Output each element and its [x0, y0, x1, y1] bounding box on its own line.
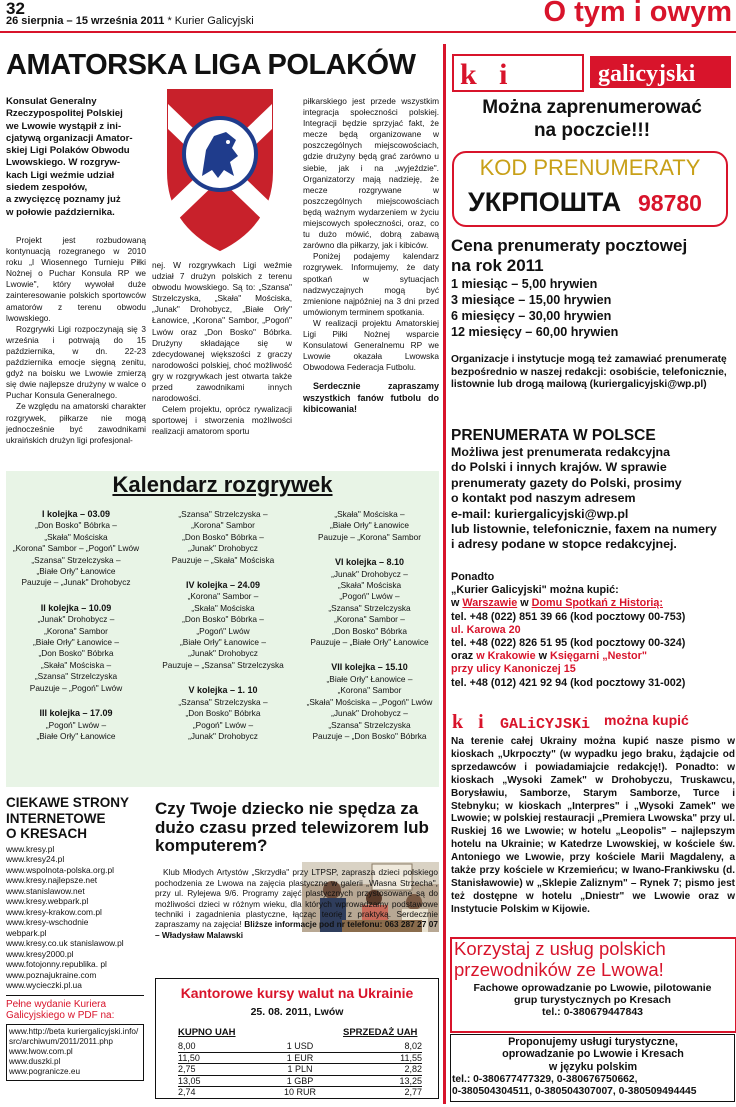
article-paragraph: Ze względu na amatorski charakter rozgrywek, piłkarze nie mogą jednocześnie być zawodnikami ukraińskich drużyn ligi profesjonal-	[6, 401, 146, 445]
where-to-buy-label: można kupić	[604, 712, 689, 728]
calendar-match: Pauzuje – „Białe Orły" Łanowice	[310, 637, 429, 648]
currency-date: 25. 08. 2011, Lwów	[250, 1006, 344, 1018]
buy-warsaw: w Warszawie w Domu Spotkań z Historią:	[451, 597, 663, 610]
calendar-match: „Skała" Mościska	[44, 531, 108, 542]
article-closing: Serdecznie zapraszamy wszystkich fanów futbolu do kibicowania!	[303, 381, 439, 415]
calendar-match: „Szansa" Strzelczyska	[34, 671, 118, 682]
section-title: O tym i owym	[543, 0, 732, 28]
children-contact: Bliższe informacje pod nr telefonu: 063 287 27 07 – Władysław Malawski	[155, 919, 438, 940]
calendar-match: „Korona" Sambor	[191, 520, 255, 531]
divider	[6, 995, 144, 996]
calendar-round-title: V kolejka – 1. 10	[188, 685, 258, 696]
calendar-match: „Don Bosko" Bóbrka –	[35, 520, 117, 531]
where-to-buy-poland	[451, 571, 735, 690]
article-paragraph: W realizacji projektu Amatorskiej Ligi Piłki Nożnej wsparcie Konsulatowi Generalnemu RP we Lwowie okazała Lwowska Obwodowa Federacja Futbolu.	[303, 317, 439, 373]
calendar-match: „Junak" Drohobycz	[188, 730, 258, 741]
calendar-match: „Skała" Mościska – „Pogoń" Lwów	[306, 696, 433, 707]
website-link: www.fotojonny.republika. pl	[6, 959, 107, 969]
children-article-title: Czy Twoje dziecko nie spędza za dużo czasu przed telewizorem lub komputerem?	[155, 799, 429, 855]
calendar-match: „Korona" Sambor	[337, 685, 402, 696]
calendar-match: „Szansa" Strzelczyska	[328, 719, 411, 730]
calendar-match: „Pogoń" Lwów –	[339, 591, 400, 602]
organization-note: Organizacje i instytucje mogą też zamawiać prenumeratę bezpośrednio w naszej redakcji: osobiście, telefonicznie, listownie lub drogą mailową (kuriergalicyjski@wp.pl)	[451, 354, 727, 390]
calendar-match: „Junak" Drohobycz	[188, 543, 258, 554]
currency-unit: 1 EUR	[286, 1052, 314, 1063]
currency-title: Kantorowe kursy walut na Ukrainie	[180, 985, 414, 1001]
price-row: 12 miesięcy – 60,00 hrywien	[451, 325, 619, 339]
calendar-match: Pauzuje – „Szansa" Strzelczyska	[162, 659, 284, 670]
currency-table	[178, 1041, 422, 1099]
children-article-body	[155, 857, 438, 940]
article-column-1	[6, 235, 146, 446]
buy-krakow-tel: tel. +48 (012) 421 92 94 (kod pocztowy 31-002)	[451, 676, 686, 689]
calendar-spacer	[150, 566, 296, 580]
currency-sell: 2,82	[404, 1064, 422, 1075]
subscription-code-label: KOD PRENUMERATY	[479, 155, 701, 180]
buy-address: ul. Karowa 20	[451, 623, 521, 636]
calendar-match: „Pogoń" Lwów	[196, 625, 250, 636]
calendar-match: „Skała" Mościska –	[40, 659, 112, 670]
website-link: www.kresy.co.uk stanislawow.pl	[6, 938, 124, 948]
tour-service-phones: tel.: 0-380677477329, 0-380676750662, 0-380504304511, 0-380504307007, 0-380509494445	[452, 1074, 697, 1098]
sell-header: SPRZEDAŻ UAH	[343, 1027, 418, 1038]
calendar-match: „Białe Orły" Łanowice	[36, 730, 116, 741]
calendar-match: „Don Bosko" Bóbrka	[38, 648, 114, 659]
logo2-left-text: k i	[452, 711, 484, 732]
buy-intro-2: „Kurier Galicyjski" można kupić:	[451, 584, 619, 597]
calendar-match: „Szansa" Strzelczyska –	[178, 509, 268, 519]
website-link: www.kresy-krakow.com.pl	[6, 906, 102, 917]
calendar-round-title: VII kolejka – 15.10	[331, 662, 408, 673]
website-link: www.kresy-wschodnie	[6, 917, 89, 927]
price-row: 6 miesięcy – 30,00 hrywien	[451, 309, 612, 323]
calendar-round-title: II kolejka – 10.09	[40, 602, 112, 613]
website-link: www.poznajukraine.com	[6, 969, 97, 980]
article-lead: Konsulat Generalny Rzeczypospolitej Polskiej we Lwowie wystąpił z ini- cjatywą organizacji Amator- skiej Ligi Polaków Obwodu Lwowskiego. W rozgryw- kach Ligi weźmie udział siedem zespołów, a zwycięzcę poznamy już w połowie października.	[6, 96, 133, 218]
children-paragraph	[155, 867, 438, 940]
calendar-column-2	[150, 509, 296, 742]
calendar-spacer	[150, 671, 296, 685]
buy-intro: Ponadto	[451, 571, 495, 583]
header-rule	[0, 31, 736, 33]
currency-sell: 8,02	[404, 1041, 422, 1051]
article-paragraph: piłkarskiego jest przede wszystkim integracja społeczności polskiej. Integracji będzie sprzyjać fakt, że mecze będą organizowane w poszczególnych miejscowościach, gdzie drużyny będą grać zarówno u siebie, jak i na „wyjeździe". Organizatorzy mają nadzieję, że mecze rozgrywane w poszczególnych miejscowościach będą ważnym wydarzeniem w życiu miejscowych społeczności, oraz, co tu dużo mówić, dobrą zabawą zarówno dla piłkarzy, jak i kibiców.	[303, 96, 439, 251]
websites-title: CIEKAWE STRONY INTERNETOWE O KRESACH	[6, 795, 130, 841]
tour-service-body: Proponujemy usługi turystyczne, oprowadzanie po Lwowie i Kresach w języku polskim	[502, 1036, 684, 1073]
calendar-round-title: III kolejka – 17.09	[39, 708, 113, 719]
column-rule	[443, 44, 446, 1104]
website-link: www.kresy24.pl	[6, 854, 65, 864]
logo2-right-text: GALiCYJSKi	[500, 716, 591, 732]
calendar-match: „Don Bosko" Bóbrka	[332, 625, 407, 636]
buy-warsaw-tel: tel. +48 (022) 851 39 66 (kod pocztowy 00-753)	[451, 610, 686, 623]
calendar-match: „Korona" Sambor –	[334, 614, 405, 625]
website-link: www.kresy.najlepsze.net	[6, 875, 98, 885]
currency-unit: 1 USD	[286, 1041, 314, 1051]
calendar-title: Kalendarz rozgrywek	[112, 472, 333, 497]
currency-row	[178, 1076, 422, 1088]
pdf-link: www.lwow.com.pl	[9, 1046, 73, 1056]
calendar-match: Pauzuje – „Skała" Mościska	[171, 554, 275, 565]
calendar-match: „Białe Orły" Łanowice –	[180, 637, 266, 648]
currency-row	[178, 1041, 422, 1053]
calendar-match: „Don Bosko" Bóbrka –	[182, 614, 264, 625]
currency-buy: 11,50	[178, 1052, 200, 1063]
pdf-links-box	[6, 1024, 144, 1081]
subscription-code-number: 98780	[638, 190, 702, 216]
calendar-match: „Białe Orły" Łanowice	[36, 566, 116, 577]
guides-body: Fachowe oprowadzanie po Lwowie, pilotowanie grup turystycznych po Kresach tel.: 0-380679447843	[473, 982, 712, 1019]
pdf-link: src/archiwum/2011/2011.php	[9, 1036, 113, 1046]
price-list	[451, 276, 735, 340]
calendar-column-3	[300, 509, 439, 742]
article-column-3	[303, 96, 439, 416]
calendar-match: Pauzuje – „Pogoń" Lwów	[29, 682, 123, 693]
buy-krakow-address: przy ulicy Kanoniczej 15	[451, 663, 576, 676]
calendar-match: „Białe Orły" Łanowice –	[326, 673, 413, 684]
website-link: webpark.pl	[6, 927, 47, 938]
publication-name: Kurier Galicyjski	[174, 15, 254, 27]
calendar-match: „Pogoń" Lwów –	[192, 719, 254, 730]
poland-subscription-body: Możliwa jest prenumerata redakcyjna do Polski i innych krajów. W sprawie prenumeraty gazety do Polski, prosimy o kontakt pod naszym adresem e-mail: kuriergalicyjski@wp.pl lub listownie, telefonicznie, faxem na numery i adresy podane w stopce redakcyjnej.	[451, 445, 717, 552]
subscription-heading: Można zaprenumerować na poczcie!!!	[482, 97, 702, 141]
currency-row	[178, 1053, 422, 1065]
issue-date: 26 sierpnia – 15 września 2011	[6, 15, 165, 27]
price-row: 1 miesiąc – 5,00 hrywien	[451, 277, 598, 291]
price-row: 3 miesiące – 15,00 hrywien	[451, 293, 612, 307]
price-title: Cena prenumeraty pocztowej na rok 2011	[451, 236, 688, 275]
logo-right-text: galicyjski	[598, 61, 696, 87]
currency-sell: 2,77	[404, 1087, 422, 1098]
pdf-link: www.http://beta kuriergalicyjski.info/	[9, 1026, 139, 1036]
websites-box	[6, 795, 144, 1096]
buy-tel: tel. +48 (022) 826 51 95 (kod pocztowy 00-324)	[451, 637, 686, 650]
calendar-match: „Białe Orły" Łanowice –	[33, 637, 119, 648]
calendar-match: „Junak" Drohobycz	[188, 648, 258, 659]
calendar-match: „Don Bosko" Bóbrka	[185, 708, 261, 719]
calendar-match: „Junak" Drohobycz –	[331, 568, 408, 579]
buy-krakow: oraz w Krakowie w Księgarni „Nestor"	[451, 650, 647, 663]
currency-buy: 8,00	[178, 1041, 196, 1051]
pdf-link: www.duszki.pl	[9, 1057, 61, 1067]
calendar-match: „Don Bosko" Bóbrka –	[182, 531, 264, 542]
calendar-spacer	[6, 589, 146, 603]
website-link: www.wspolnota-polska.org.pl	[6, 864, 114, 875]
currency-sell: 11,55	[400, 1052, 422, 1063]
article-title: AMATORSKA LIGA POLAKÓW	[6, 49, 416, 81]
currency-buy: 13,05	[178, 1075, 201, 1086]
currency-unit: 10 RUR	[283, 1087, 316, 1098]
calendar-round-title: VI kolejka – 8.10	[334, 557, 405, 568]
calendar-match: „Korona" Sambor – „Pogoń" Lwów	[12, 543, 140, 554]
website-link: www.kresy.pl	[6, 843, 55, 854]
calendar-match: „Pogoń" Lwów –	[45, 719, 107, 730]
kurier-logo-small	[450, 710, 600, 732]
calendar-round-title: IV kolejka – 24.09	[185, 580, 261, 591]
currency-buy: 2,74	[178, 1087, 196, 1098]
currency-row	[178, 1064, 422, 1076]
calendar-match: „Skała" Mościska	[337, 580, 402, 591]
calendar-match: „Szansa" Strzelczyska –	[31, 554, 121, 565]
poland-subscription-title: PRENUMERATA W POLSCE	[451, 427, 656, 444]
website-link: www.kresy.webpark.pl	[6, 896, 89, 906]
currency-sell: 13,25	[399, 1075, 422, 1086]
website-link: www.wycieczki.pl.ua	[6, 980, 82, 990]
calendar-spacer	[6, 694, 146, 708]
calendar-column-1	[6, 509, 146, 742]
article-paragraph: nej. W rozgrywkach Ligi weźmie udział 7 drużyn polskich z terenu obwodu lwowskiego. Są to: „Szansa" Strzelczyska, „Skała" Mościska, „Junak" Drohobycz, „Białe Orły" Łanowice, „Korona" Sambor, „Pogoń" Lwów oraz „Don Bosko" Bóbrka. Drużyny składające się w zdecydowanej większości z graczy narodowości polskiej, choć możliwość gry w rozgrywkach jest otwarta także przed zawodnikami innych narodowości.	[152, 260, 292, 404]
issue-line	[6, 15, 254, 27]
currency-unit: 1 GBP	[286, 1075, 314, 1086]
website-link: www.stanislawow.net	[6, 885, 85, 896]
buy-header: KUPNO UAH	[178, 1027, 236, 1038]
children-text: Klub Młodych Artystów „Skrzydła" przy LTPSP, zaprasza dzieci polskiego pochodzenia ze Lwowa na zajęcia plastyczne w galerii „Własna Strzecha", przy ul. Rylejewa 9/6. Programy zajęć plastycznych przystosowane są do możliwości dzieci w różnym wieku, dla których wprowadzamy podstawowe techniki i zagadnienia plastyczne, łącząc teorię z praktyką. Serdecznie zapraszamy na zajęcia!	[155, 867, 438, 930]
subscription-code-value: УКРПОШТА	[468, 187, 622, 217]
article-paragraph: Projekt jest rozbudowaną kontynuacją rozegranego w 2010 roku „I Wiosennego Turnieju Piłki Nożnej o Puchar Konsula RP we Lwowie", który wywołał duże zainteresowanie polskich sportowców amatorów z terenu obwodu lwowskiego.	[6, 235, 146, 323]
calendar-match: Pauzuje – „Korona" Sambor	[317, 531, 422, 542]
calendar-match: „Białe Orły" Łanowice	[329, 520, 410, 531]
calendar-match: Pauzuje – „Don Bosko" Bóbrka	[312, 730, 427, 741]
where-to-buy-ukraine: Na terenie całej Ukrainy można kupić nasze pismo w kioskach „Ukrpoczty" (w wypadku jego braku, żądajcie od sprzedawców i powiadamiajcie redakcję!). Ponadto: w kioskach „Wysoki Zamek" w Drohobyczu, Truskawcu, Borysławiu, Samborze, Starym Samborze, Turce i Stebnyku; w kioskach „Interpres" i „Wysoki Zamek" we Lwowie; w polskiej restauracji „Premiera Lwowska" przy ul. Ruskiej 16 we Lwowie; w hotelu „Leopolis" – najlepszym hotelu na Ukrainie; w Katedrze Lwowskiej, w kościele św. Antoniego we Lwowie, przy kościele Marii Magdaleny, a także przy kościele w Krzemieńcu; w Iwano-Frankiwsku (d. Stanisławowie) w „Sklepie Zaliznym" – Rynek 7; pismo jest też dostępne w hotelu „Dniestr" we Lwowie oraz w Instytucie Polskim w Kijowie.	[451, 736, 735, 915]
websites-list	[6, 844, 144, 991]
logo-left-text: k i	[460, 58, 508, 91]
article-column-2	[152, 260, 292, 438]
calendar-match: „Skała" Mościska	[191, 602, 255, 613]
calendar-spacer	[300, 543, 439, 557]
calendar-match: „Korona" Sambor	[44, 625, 108, 636]
pdf-link: www.pogranicze.eu	[9, 1067, 80, 1077]
guides-title: Korzystaj z usług polskich przewodników ze Lwowa!	[454, 938, 666, 980]
currency-buy: 2,75	[178, 1064, 196, 1075]
article-paragraph: Rozgrywki Ligi rozpoczynają się 3 września i potrwają do 15 października, w dn. 22-23 października emocje sięgną zenitu, gdyż na boisku we Lwowie zmierzą się dwie najlepsze drużyny w walce o Puchar Konsula Generalnego.	[6, 323, 146, 401]
article-paragraph: Poniżej podajemy kalendarz rozgrywek. Informujemy, że daty spotkań w sytuacjach nadzwyczajnych mogą być zmienione najpóźniej na 3 dni przed umówionym terminem spotkania.	[303, 251, 439, 317]
article-paragraph: Celem projektu, oprócz rywalizacji sportowej i stworzenia możliwości realizacji amatorom sportu	[152, 404, 292, 437]
pdf-edition-title: Pełne wydanie Kuriera Galicyjskiego w PDF na:	[6, 998, 115, 1021]
kurier-logo	[452, 54, 732, 94]
issue-separator: *	[164, 15, 175, 27]
calendar-match: Pauzuje – „Junak" Drohobycz	[21, 577, 131, 588]
calendar-match: „Junak" Drohobycz –	[37, 614, 115, 625]
website-link: www.kresy2000.pl	[6, 948, 74, 959]
league-crest	[162, 84, 278, 254]
page-number: 32	[6, 0, 25, 18]
calendar-match: „Szansa" Strzelczyska	[328, 602, 411, 613]
currency-unit: 1 PLN	[287, 1064, 313, 1075]
calendar-match: „Junak" Drohobycz –	[331, 708, 408, 719]
calendar-match: „Szansa" Strzelczyska –	[178, 696, 268, 707]
calendar-match: „Skała" Mościska –	[334, 509, 405, 519]
calendar-spacer	[300, 648, 439, 662]
calendar-match: „Korona" Sambor –	[187, 591, 259, 602]
currency-row	[178, 1087, 422, 1099]
calendar-round-title: I kolejka – 03.09	[41, 509, 111, 519]
